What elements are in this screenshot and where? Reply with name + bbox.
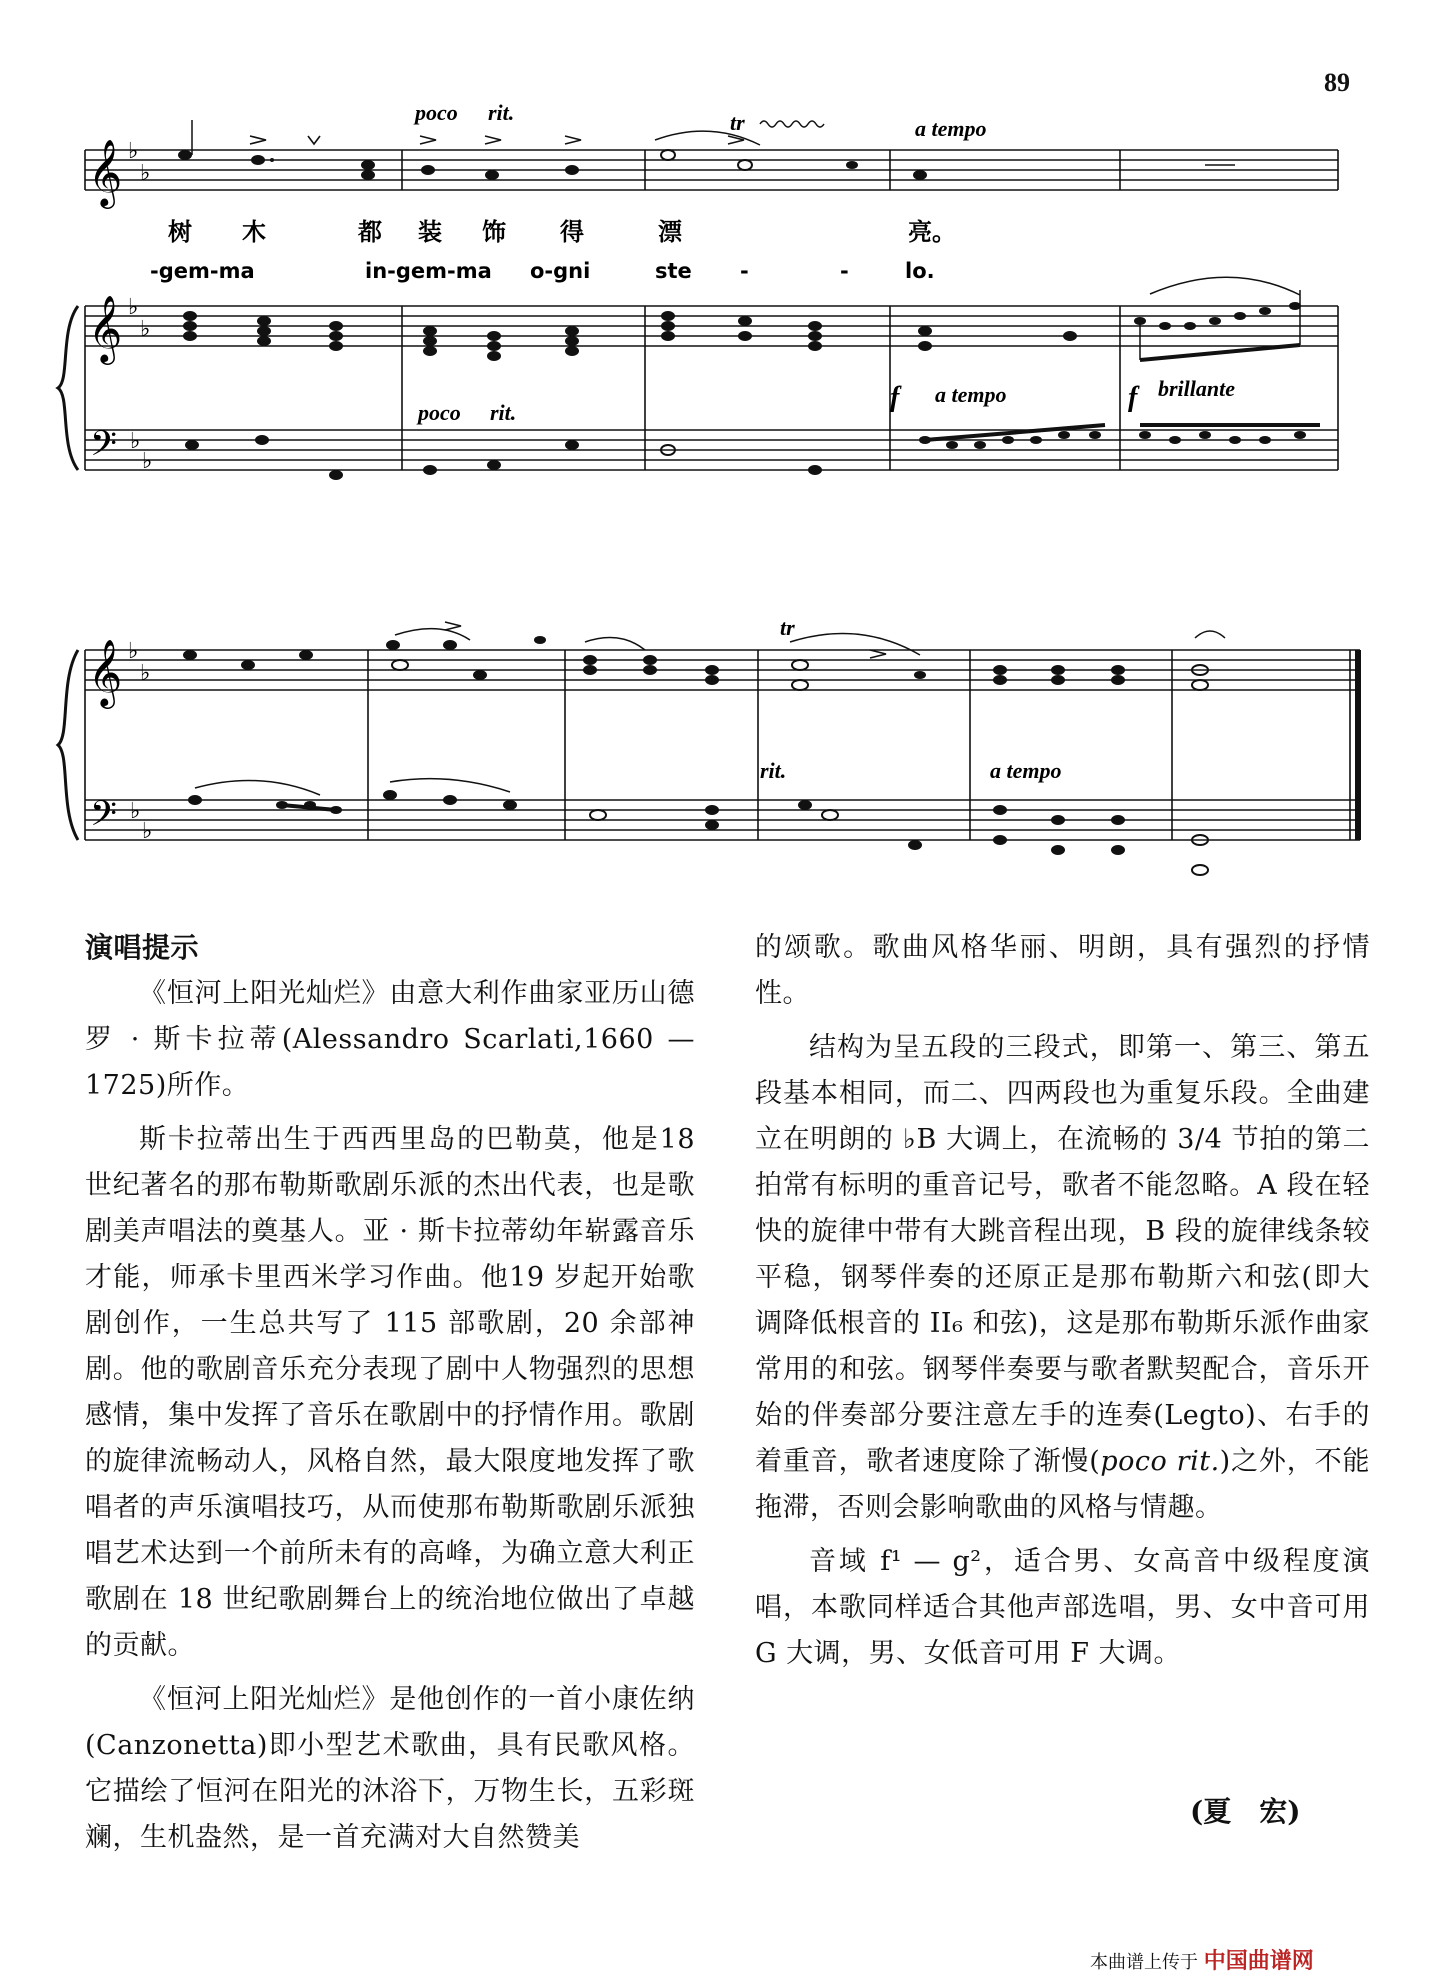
notes-left-column bbox=[85, 925, 695, 1869]
site-logo: 中国曲谱网 bbox=[1203, 1949, 1314, 1974]
marking-tr-2: tr bbox=[780, 615, 795, 640]
notes-heading: 演唱提示 bbox=[85, 931, 200, 964]
score-system-2 bbox=[0, 600, 1432, 900]
lyric-cn: 亮。 bbox=[908, 218, 956, 246]
author-credit: (夏 宏) bbox=[1190, 1795, 1301, 1828]
svg-text:♭: ♭ bbox=[142, 819, 153, 844]
marking-poco: poco bbox=[415, 100, 458, 125]
svg-text:♭: ♭ bbox=[130, 429, 141, 454]
marking-a-tempo: a tempo bbox=[915, 116, 987, 141]
lyric-cn: 木 bbox=[242, 218, 266, 246]
svg-text:♭: ♭ bbox=[140, 161, 151, 186]
svg-text:𝄢: 𝄢 bbox=[90, 423, 118, 472]
lyric-it: -gem-ma bbox=[150, 259, 255, 283]
svg-text:♭: ♭ bbox=[142, 449, 153, 474]
marking-rit: rit. bbox=[488, 100, 515, 125]
svg-text:𝄞: 𝄞 bbox=[88, 638, 123, 706]
svg-text:♭: ♭ bbox=[128, 639, 139, 664]
paragraph-song: 《恒河上阳光灿烂》是他创作的一首小康佐纳(Canzonetta)即小型艺术歌曲，具有民歌风格。它描绘了恒河在阳光的沐浴下，万物生长，五彩斑斓，生机盎然，是一首充满对大自然赞美 bbox=[85, 1684, 695, 1853]
notes-right-column bbox=[755, 925, 1370, 1685]
svg-text:♭: ♭ bbox=[140, 661, 151, 686]
paragraph-biography: 斯卡拉蒂出生于西西里岛的巴勒莫，他是18 世纪著名的那布勒斯歌剧乐派的杰出代表，也是歌剧美声唱法的奠基人。亚 · 斯卡拉蒂幼年崭露音乐才能，师承卡里西米学习作曲。他19 岁起开始歌剧创作，一生总共写了 115 部歌剧，20 余部神剧。他的歌剧音乐充分表现了剧中人物强烈的思想感情，集中发挥了音乐在歌剧中的抒情作用。歌剧的旋律流畅动人，风格自然，最大限度地发挥了歌唱者的声乐演唱技巧，从而使那布勒斯歌剧乐派独唱艺术达到一个前所未有的高峰，为确立意大利正歌剧在 18 世纪歌剧舞台上的统治地位做出了卓越的贡献。 bbox=[85, 1124, 695, 1661]
lyric-it: ste bbox=[655, 259, 692, 283]
svg-text:𝄞: 𝄞 bbox=[88, 294, 123, 362]
svg-text:♭: ♭ bbox=[140, 317, 151, 342]
lyric-cn: 都 bbox=[358, 218, 382, 246]
lyric-it: - bbox=[840, 259, 849, 283]
svg-text:♭: ♭ bbox=[128, 295, 139, 320]
lyric-cn: 饰 bbox=[482, 218, 506, 246]
piano-marking-poco: poco bbox=[418, 400, 461, 425]
marking-brillante: brillante bbox=[1158, 376, 1236, 401]
marking-tr: tr bbox=[730, 110, 745, 135]
paragraph-continuation: 的颂歌。歌曲风格华丽、明朗，具有强烈的抒情性。 bbox=[755, 932, 1370, 1009]
piano-marking-rit: rit. bbox=[490, 400, 517, 425]
score-system-1 bbox=[0, 90, 1432, 570]
lyric-cn: 漂 bbox=[658, 218, 682, 246]
paragraph-structure: 结构为呈五段的三段式，即第一、第三、第五段基本相同，而二、四两段也为重复乐段。全曲建立在明朗的 ♭B 大调上，在流畅的 3/4 节拍的第二拍常有标明的重音记号，歌者不能忽略。A 段在轻快的旋律中带有大跳音程出现，B 段的旋律线条较平稳，钢琴伴奏的还原正是那布勒斯六和弦(即大调降低根音的 II₆ 和弦)，这是那布勒斯乐派作曲家常用的和弦。钢琴伴奏要与歌者默契配合，音乐开始的伴奏部分要注意左手的连奏(Legto)、右手的着重音，歌者速度除了渐慢(poco rit.)之外，不能拖滞，否则会影响歌曲的风格与情趣。 bbox=[755, 1032, 1370, 1523]
marking-rit-2: rit. bbox=[760, 758, 787, 783]
marking-a-tempo-2: a tempo bbox=[990, 758, 1062, 783]
paragraph-range: 音域 f¹ — g²，适合男、女高音中级程度演唱，本歌同样适合其他声部选唱，男、女中音可用 G 大调，男、女低音可用 F 大调。 bbox=[755, 1546, 1370, 1669]
dynamic-f-2: f bbox=[1128, 382, 1138, 413]
lyric-it: - bbox=[740, 259, 749, 283]
svg-text:♭: ♭ bbox=[130, 799, 141, 824]
svg-text:𝄞: 𝄞 bbox=[88, 138, 123, 206]
lyric-it: in-gem-ma bbox=[365, 259, 492, 283]
lyric-cn: 树 bbox=[168, 218, 192, 246]
paragraph-intro: 《恒河上阳光灿烂》由意大利作曲家亚历山德罗 · 斯卡拉蒂(Alessandro Scarlati,1660 —1725)所作。 bbox=[85, 978, 695, 1101]
lyric-cn: 装 bbox=[418, 218, 442, 246]
footer-watermark: 本曲谱上传于 中国曲谱网 bbox=[1090, 1949, 1314, 1974]
svg-text:𝄢: 𝄢 bbox=[90, 793, 118, 842]
dynamic-f: f bbox=[890, 382, 900, 413]
page-number: 89 bbox=[1324, 68, 1350, 97]
lyric-it: lo. bbox=[905, 259, 935, 283]
piano-marking-a-tempo: a tempo bbox=[935, 382, 1007, 407]
lyric-cn: 得 bbox=[560, 218, 584, 246]
svg-text:♭: ♭ bbox=[128, 139, 139, 164]
lyric-it: o-gni bbox=[530, 259, 591, 283]
